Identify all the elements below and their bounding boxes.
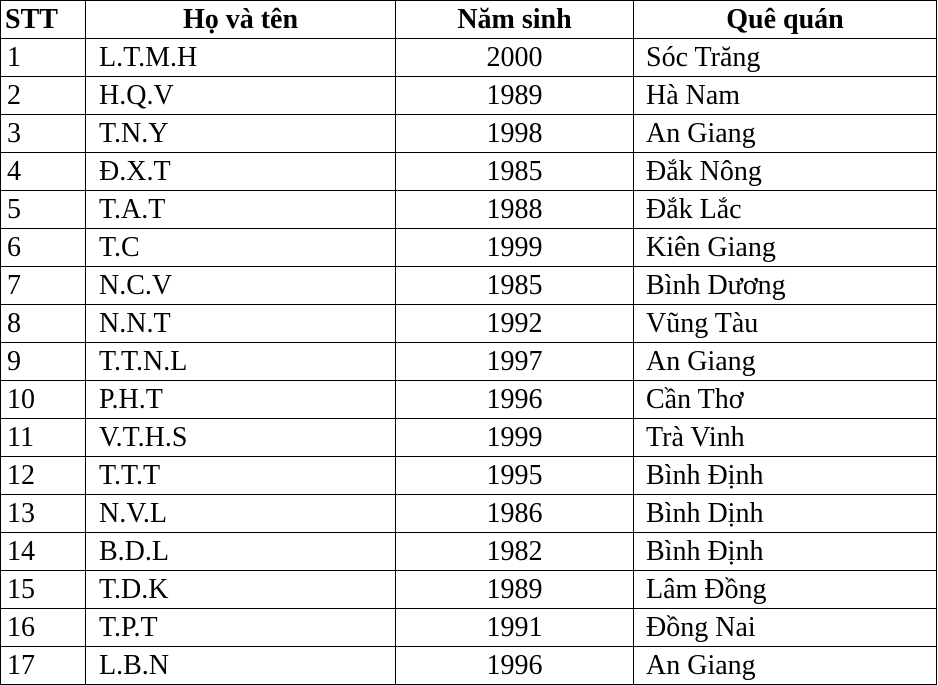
table-row (1, 229, 937, 267)
cell-name: N.C.V (86, 267, 396, 305)
cell-hometown: Đồng Nai (634, 609, 937, 647)
cell-birth-year: 1982 (396, 533, 634, 571)
cell-name: P.H.T (86, 381, 396, 419)
cell-name: N.N.T (86, 305, 396, 343)
cell-stt: 3 (1, 115, 86, 153)
cell-birth-year: 1995 (396, 457, 634, 495)
cell-birth-year: 1986 (396, 495, 634, 533)
cell-stt: 10 (1, 381, 86, 419)
cell-birth-year: 1996 (396, 647, 634, 685)
cell-name: L.T.M.H (86, 39, 396, 77)
cell-stt: 9 (1, 343, 86, 381)
header-hometown: Quê quán (634, 1, 937, 39)
cell-name: T.C (86, 229, 396, 267)
cell-stt: 16 (1, 609, 86, 647)
table-row (1, 305, 937, 343)
cell-stt: 6 (1, 229, 86, 267)
cell-name: N.V.L (86, 495, 396, 533)
cell-name: V.T.H.S (86, 419, 396, 457)
cell-hometown: Đắk Nông (634, 153, 937, 191)
cell-stt: 7 (1, 267, 86, 305)
cell-hometown: Kiên Giang (634, 229, 937, 267)
cell-hometown: Bình Định (634, 533, 937, 571)
header-birth-year: Năm sinh (396, 1, 634, 39)
table-row (1, 115, 937, 153)
table-row (1, 533, 937, 571)
cell-birth-year: 1991 (396, 609, 634, 647)
cell-name: T.D.K (86, 571, 396, 609)
table-body (1, 39, 937, 685)
cell-hometown: Sóc Trăng (634, 39, 937, 77)
table-row (1, 647, 937, 685)
cell-birth-year: 1999 (396, 419, 634, 457)
cell-name: T.P.T (86, 609, 396, 647)
cell-name: Đ.X.T (86, 153, 396, 191)
cell-birth-year: 1985 (396, 153, 634, 191)
table-row (1, 457, 937, 495)
cell-hometown: Vũng Tàu (634, 305, 937, 343)
cell-stt: 13 (1, 495, 86, 533)
cell-hometown: Bình Dịnh (634, 495, 937, 533)
cell-hometown: An Giang (634, 115, 937, 153)
table-row (1, 419, 937, 457)
table-row (1, 267, 937, 305)
cell-hometown: Cần Thơ (634, 381, 937, 419)
cell-birth-year: 1998 (396, 115, 634, 153)
cell-stt: 14 (1, 533, 86, 571)
cell-birth-year: 1989 (396, 571, 634, 609)
table-row (1, 609, 937, 647)
header-row (1, 1, 937, 39)
cell-hometown: Trà Vinh (634, 419, 937, 457)
cell-birth-year: 1996 (396, 381, 634, 419)
cell-birth-year: 1985 (396, 267, 634, 305)
cell-birth-year: 1989 (396, 77, 634, 115)
table-row (1, 77, 937, 115)
cell-hometown: Đắk Lắc (634, 191, 937, 229)
cell-name: B.D.L (86, 533, 396, 571)
header-stt: STT (1, 1, 86, 39)
cell-name: T.A.T (86, 191, 396, 229)
cell-name: T.N.Y (86, 115, 396, 153)
cell-hometown: An Giang (634, 343, 937, 381)
cell-birth-year: 1988 (396, 191, 634, 229)
cell-stt: 8 (1, 305, 86, 343)
cell-stt: 11 (1, 419, 86, 457)
cell-stt: 5 (1, 191, 86, 229)
cell-stt: 1 (1, 39, 86, 77)
cell-birth-year: 1992 (396, 305, 634, 343)
cell-birth-year: 1997 (396, 343, 634, 381)
cell-hometown: An Giang (634, 647, 937, 685)
cell-stt: 15 (1, 571, 86, 609)
cell-name: T.T.N.L (86, 343, 396, 381)
cell-name: L.B.N (86, 647, 396, 685)
header-name: Họ và tên (86, 1, 396, 39)
table-row (1, 39, 937, 77)
cell-birth-year: 1999 (396, 229, 634, 267)
cell-stt: 4 (1, 153, 86, 191)
table-row (1, 495, 937, 533)
cell-birth-year: 2000 (396, 39, 634, 77)
table-row (1, 571, 937, 609)
cell-hometown: Bình Định (634, 457, 937, 495)
table-row (1, 191, 937, 229)
cell-hometown: Bình Dương (634, 267, 937, 305)
table-row (1, 343, 937, 381)
table-row (1, 153, 937, 191)
cell-stt: 17 (1, 647, 86, 685)
cell-name: H.Q.V (86, 77, 396, 115)
cell-name: T.T.T (86, 457, 396, 495)
cell-hometown: Hà Nam (634, 77, 937, 115)
cell-stt: 12 (1, 457, 86, 495)
cell-hometown: Lâm Đồng (634, 571, 937, 609)
cell-stt: 2 (1, 77, 86, 115)
table-row (1, 381, 937, 419)
